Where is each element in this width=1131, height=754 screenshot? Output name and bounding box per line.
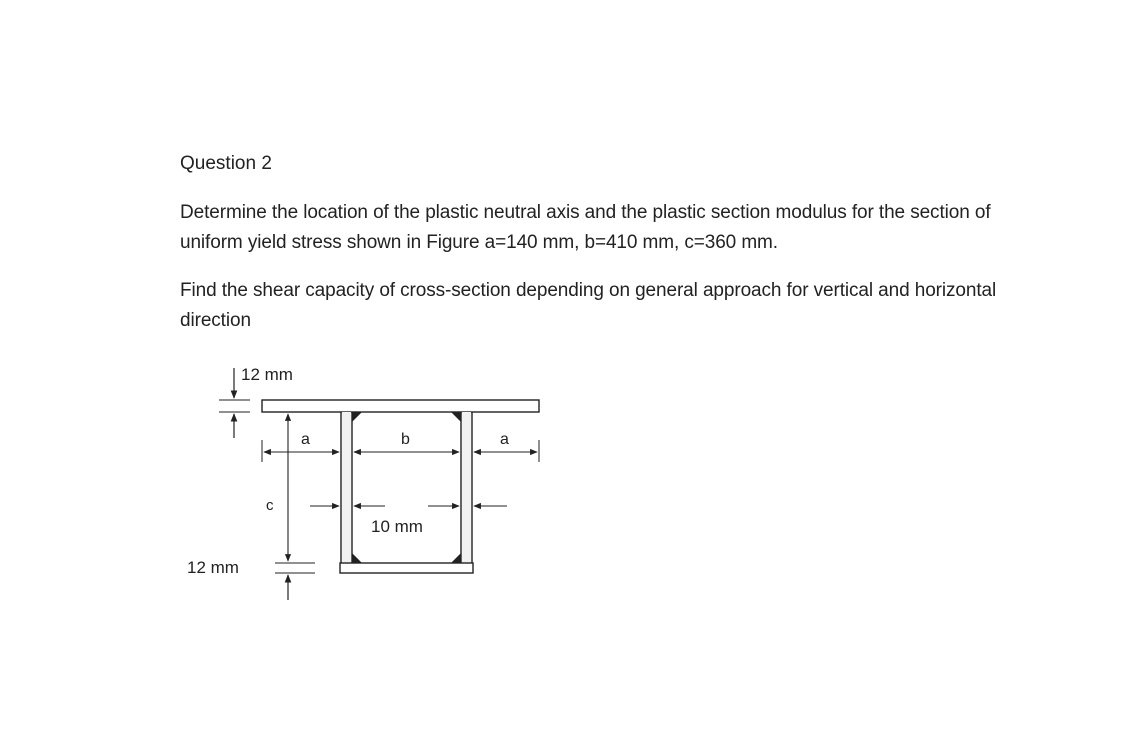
dim-a-right-line: [474, 440, 539, 462]
dim-a-right-label: a: [500, 431, 509, 448]
question-paragraph-2: [180, 276, 1120, 336]
right-web: [451, 412, 472, 563]
bottom-flange-thickness-dimension: [275, 563, 315, 600]
top-flange: [262, 400, 539, 412]
question-title: Question 2: [180, 153, 272, 174]
paragraph-2-line-1: Find the shear capacity of cross-section depending on general approach for vertical and horizontal: [180, 280, 997, 301]
dim-a-left-line: [262, 440, 339, 462]
bottom-flange: [340, 563, 473, 573]
web-thickness-label: 10 mm: [371, 517, 423, 536]
left-web: [341, 412, 362, 563]
paragraph-1-line-2: uniform yield stress shown in Figure a=140 mm, b=410 mm, c=360 mm.: [180, 232, 778, 253]
paragraph-2-line-2: direction: [180, 310, 251, 331]
paragraph-1-line-1: Determine the location of the plastic neutral axis and the plastic section modulus for the section of: [180, 202, 991, 223]
top-flange-thickness-label: 12 mm: [241, 365, 293, 384]
question-paragraph-1: [180, 198, 1120, 258]
dim-a-left-label: a: [301, 431, 310, 448]
dim-c-label: c: [266, 497, 274, 514]
bottom-flange-thickness-label: 12 mm: [187, 558, 239, 577]
top-flange-thickness-dimension: [219, 368, 250, 438]
dim-b-label: b: [401, 431, 410, 448]
